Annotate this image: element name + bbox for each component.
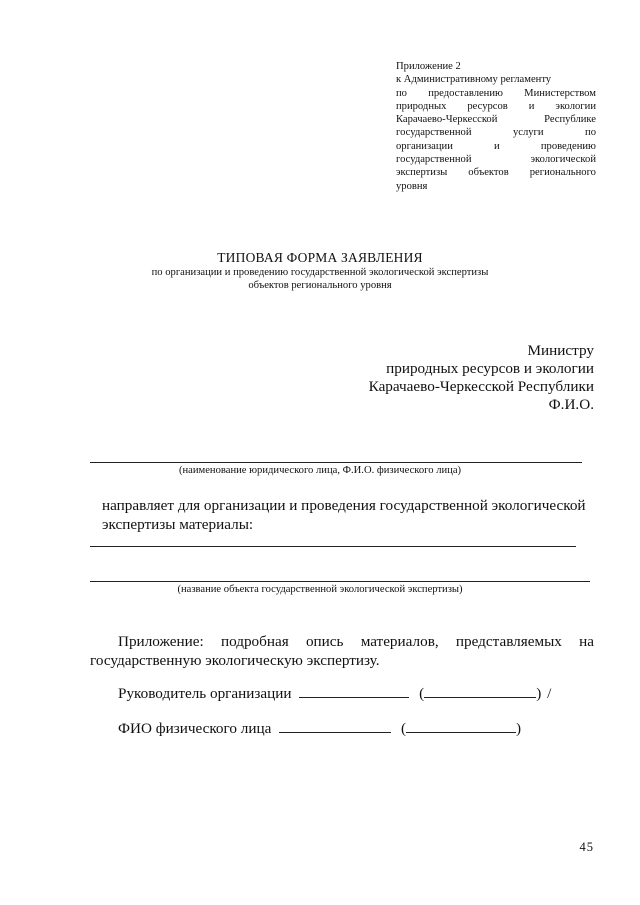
- annex-line: по предоставлению Министерством: [396, 87, 596, 99]
- request-line: направляет для организации и проведения государственной экологической: [102, 497, 586, 514]
- request-paragraph: [102, 496, 586, 534]
- object-fill-line[interactable]: [90, 581, 590, 582]
- addressee-line: Карачаево-Черкесской Республики: [368, 378, 594, 395]
- signature-head-name-field[interactable]: [424, 683, 536, 698]
- annex-line: экспертизы объектов регионального: [396, 167, 596, 179]
- applicant-caption: (наименование юридического лица, Ф.И.О. физического лица): [178, 465, 462, 476]
- attachment-line: Приложение: подробная опись материалов, представляемых на: [118, 633, 594, 650]
- signature-person-paren-open: (: [400, 720, 406, 737]
- annex-line: Приложение 2: [396, 61, 461, 72]
- request-line: экспертизы материалы:: [102, 516, 254, 533]
- materials-fill-line[interactable]: [90, 546, 576, 547]
- annex-line: Карачаево-Черкесской Республике: [396, 114, 596, 126]
- annex-block: [396, 60, 596, 193]
- signature-head-row: [118, 683, 551, 703]
- addressee-line: природных ресурсов и экологии: [386, 360, 594, 377]
- signature-person-name-field[interactable]: [406, 718, 516, 733]
- annex-line: к Административному регламенту: [396, 74, 552, 86]
- form-subtitle: по организации и проведению государственной экологической экспертизы: [151, 267, 489, 278]
- signature-head-paren-open: (: [419, 685, 425, 702]
- object-caption: (название объекта государственной экологической экспертизы): [177, 584, 463, 595]
- attachment-line: государственную экологическую экспертизу.: [90, 652, 380, 669]
- attachment-paragraph: [90, 632, 594, 670]
- signature-head-slash: /: [547, 685, 552, 702]
- annex-line: уровня: [396, 180, 428, 192]
- signature-head-paren-close: ): [536, 685, 542, 702]
- annex-line: природных ресурсов и экологии: [396, 100, 596, 112]
- form-title: ТИПОВАЯ ФОРМА ЗАЯВЛЕНИЯ: [217, 250, 423, 265]
- signature-head-label: Руководитель организации: [118, 685, 292, 702]
- signature-person-paren-close: ): [516, 720, 522, 737]
- addressee-block: [369, 342, 594, 414]
- signature-person-label: ФИО физического лица: [118, 720, 272, 737]
- annex-line: государственной услуги по: [396, 127, 596, 139]
- annex-line: государственной экологической: [396, 154, 596, 166]
- form-subtitle: объектов регионального уровня: [248, 280, 392, 291]
- signature-head-sign-field[interactable]: [299, 683, 409, 698]
- annex-line: организации и проведению: [396, 140, 596, 152]
- page-number: 45: [579, 840, 594, 854]
- addressee-line: Министру: [527, 342, 594, 359]
- addressee-line: Ф.И.О.: [548, 396, 594, 413]
- applicant-fill-line[interactable]: [90, 462, 582, 463]
- signature-person-sign-field[interactable]: [279, 718, 391, 733]
- signature-person-row: [118, 718, 521, 738]
